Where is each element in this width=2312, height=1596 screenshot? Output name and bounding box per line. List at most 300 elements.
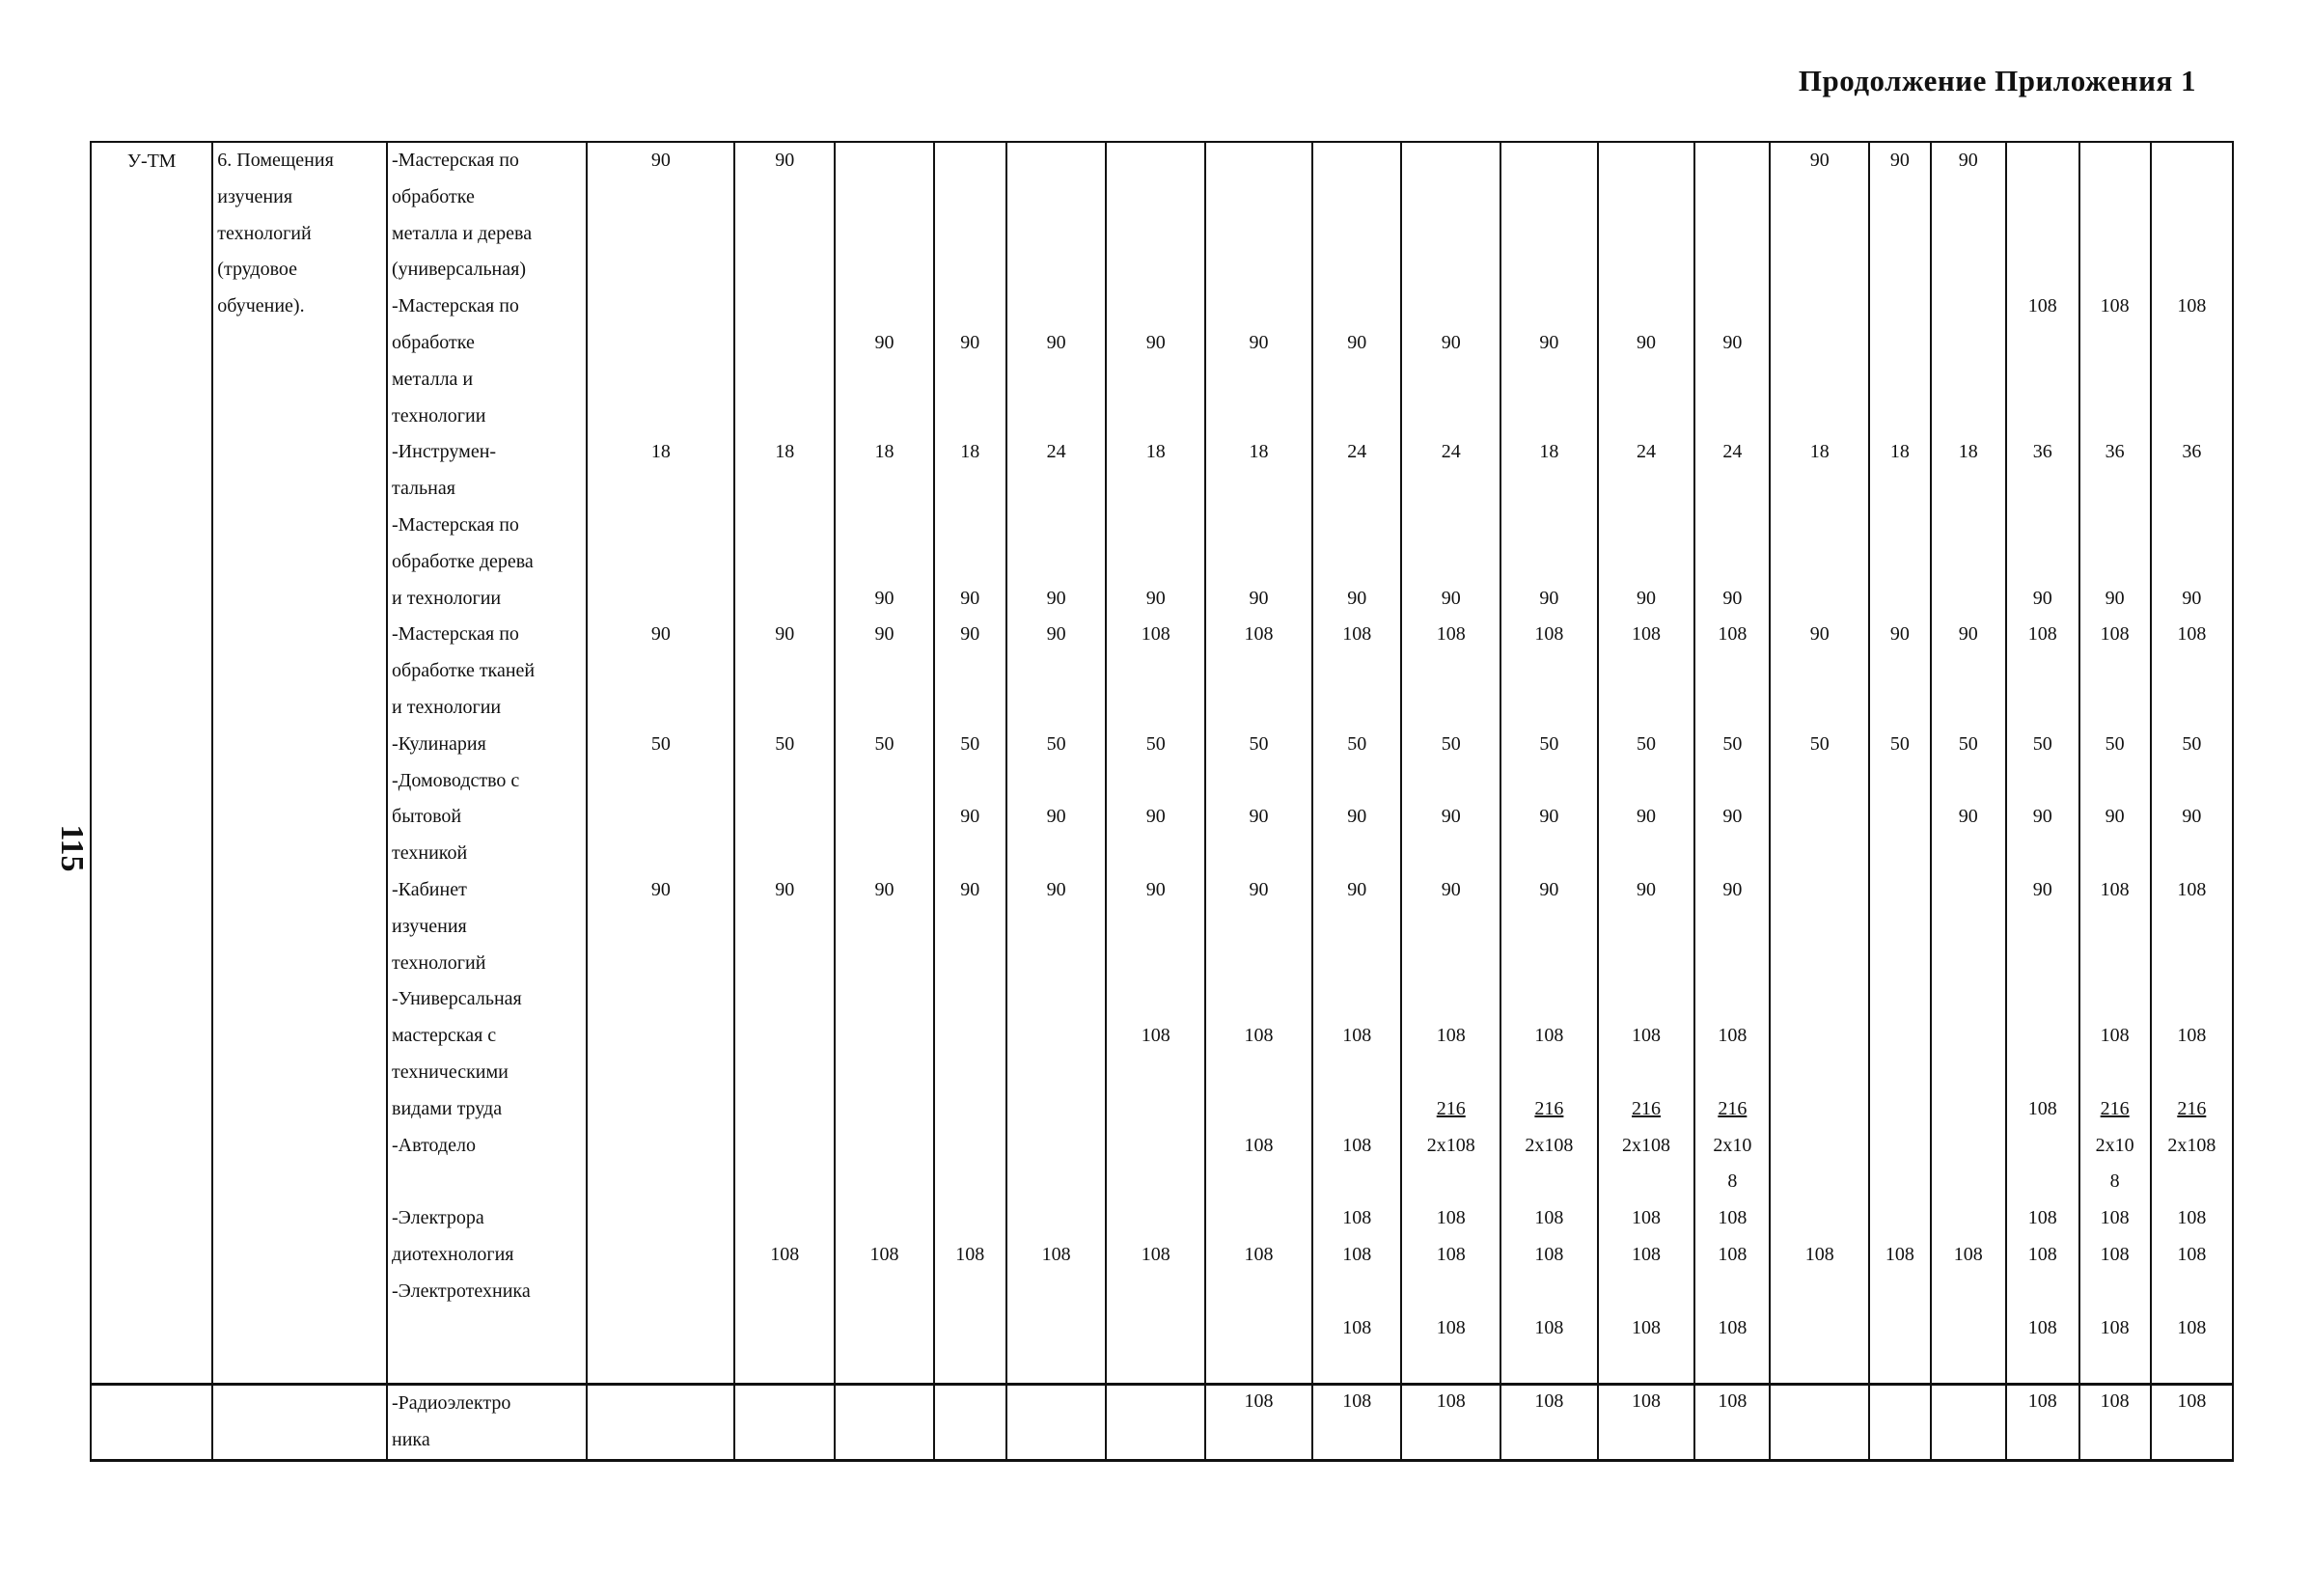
- value-cell: 108: [2151, 1385, 2233, 1461]
- value-line: 50: [1958, 732, 1978, 755]
- value-line: [839, 1128, 929, 1165]
- value-line: [2156, 946, 2228, 982]
- value-line: [1775, 799, 1864, 836]
- value-line: [2084, 981, 2146, 1018]
- value-cell: [1931, 1385, 2006, 1461]
- value-line: 108: [1804, 1243, 1834, 1265]
- value-line: [939, 399, 1002, 435]
- value-line: [1111, 981, 1200, 1018]
- description-line: [392, 1310, 582, 1347]
- value-line: [739, 946, 830, 982]
- value-line: [1603, 690, 1691, 727]
- value-line: [1505, 909, 1593, 946]
- value-cell: [1500, 142, 1598, 1385]
- value-line: 108: [1632, 1207, 1662, 1229]
- value-line: 50: [1809, 732, 1830, 755]
- value-line: 8: [1727, 1170, 1738, 1193]
- value-line: [1317, 544, 1396, 581]
- value-line: [839, 1346, 929, 1383]
- value-line: [592, 1310, 729, 1347]
- value-line: 90: [1722, 587, 1743, 609]
- value-line: 90: [1539, 331, 1559, 353]
- value-line: [2156, 1164, 2228, 1200]
- value-line: [1210, 946, 1307, 982]
- value-line: [592, 799, 729, 836]
- value-line: 18: [874, 441, 895, 463]
- value-line: 50: [1441, 732, 1461, 755]
- value-line: 108: [1436, 1316, 1466, 1338]
- value-line: [939, 1091, 1002, 1128]
- description-line: технологий: [392, 951, 486, 974]
- value-line: [1775, 399, 1864, 435]
- value-line: [1317, 289, 1396, 325]
- description-line: -Электрора: [392, 1207, 484, 1229]
- value-line: [1317, 763, 1396, 800]
- value-line: 90: [1347, 331, 1367, 353]
- value-line: [1936, 508, 2001, 544]
- value-line: 18: [650, 441, 671, 463]
- value-line: [2156, 981, 2228, 1018]
- table-row: [91, 142, 2233, 1385]
- value-line: [592, 362, 729, 399]
- value-line: [1936, 1346, 2001, 1383]
- value-column: [939, 143, 1002, 1383]
- value-line: [1317, 1091, 1396, 1128]
- value-line: 108: [2100, 1025, 2130, 1047]
- value-line: [1874, 581, 1926, 618]
- value-line: 108: [1342, 1025, 1372, 1047]
- value-line: [1406, 216, 1496, 253]
- value-line: [739, 325, 830, 362]
- value-line: [939, 1018, 1002, 1055]
- value-cell: [1770, 1385, 1869, 1461]
- value-line: [1874, 1274, 1926, 1310]
- value-line: [1775, 508, 1864, 544]
- value-line: [839, 1310, 929, 1347]
- value-line: 24: [1441, 441, 1461, 463]
- value-line: [1699, 981, 1765, 1018]
- value-line: 108: [2177, 1243, 2207, 1265]
- value-line: 24: [1722, 441, 1743, 463]
- value-line: [2011, 216, 2075, 253]
- value-line: 108: [2027, 295, 2057, 317]
- value-line: [1210, 289, 1307, 325]
- value-line: 18: [1145, 441, 1166, 463]
- value-line: [739, 690, 830, 727]
- value-line: 108: [1342, 1134, 1372, 1156]
- value-line: [1603, 763, 1691, 800]
- description-line: -Мастерская по: [392, 623, 519, 646]
- value-line: [1406, 690, 1496, 727]
- value-line: [739, 179, 830, 216]
- value-line: [1775, 252, 1864, 289]
- value-line: 90: [1441, 878, 1461, 900]
- value-column: [1603, 143, 1691, 1383]
- value-line: 108: [2100, 623, 2130, 646]
- value-line: [2084, 836, 2146, 872]
- value-line: [1775, 946, 1864, 982]
- value-line: [1874, 216, 1926, 253]
- value-line: [839, 1200, 929, 1237]
- value-line: [2011, 471, 2075, 508]
- value-line: [2084, 653, 2146, 690]
- value-line: [1775, 1164, 1864, 1200]
- value-line: [1111, 1128, 1200, 1165]
- value-line: [2011, 179, 2075, 216]
- value-line: [2084, 325, 2146, 362]
- value-line: [2011, 508, 2075, 544]
- value-line: [1317, 399, 1396, 435]
- value-line: [1775, 1346, 1864, 1383]
- value-line: [1111, 143, 1200, 179]
- value-line: [1505, 1055, 1593, 1091]
- value-cell: 108: [1205, 1385, 1312, 1461]
- value-line: [1505, 1091, 1593, 1128]
- value-line: [1874, 763, 1926, 800]
- value-line: 50: [1539, 732, 1559, 755]
- value-line: [1775, 471, 1864, 508]
- value-line: [1505, 508, 1593, 544]
- value-line: [1874, 872, 1926, 909]
- description-line: -Кабинет: [392, 878, 467, 900]
- value-line: [939, 981, 1002, 1018]
- value-line: [1603, 946, 1691, 982]
- value-line: [839, 216, 929, 253]
- value-line: [1011, 1274, 1102, 1310]
- value-line: [1317, 1164, 1396, 1200]
- value-cell: [587, 142, 734, 1385]
- value-line: 36: [2032, 441, 2052, 463]
- value-line: [1011, 362, 1102, 399]
- value-line: [1317, 1055, 1396, 1091]
- value-line: [1699, 216, 1765, 253]
- value-line: [1406, 1091, 1496, 1128]
- value-line: 90: [2032, 806, 2052, 828]
- description-line: металла и дерева: [392, 222, 533, 244]
- value-line: [1011, 179, 1102, 216]
- value-line: 50: [1722, 732, 1743, 755]
- value-line: [1406, 981, 1496, 1018]
- value-line: [739, 216, 830, 253]
- value-line: [1111, 763, 1200, 800]
- value-line: [1505, 143, 1593, 179]
- value-line: [2084, 1274, 2146, 1310]
- value-line: [1874, 1091, 1926, 1128]
- value-line: [1936, 471, 2001, 508]
- value-line: [1406, 252, 1496, 289]
- value-line: [1317, 653, 1396, 690]
- value-line: [592, 690, 729, 727]
- value-line: [839, 143, 929, 179]
- value-line: [2011, 763, 2075, 800]
- value-column: [1936, 143, 2001, 1383]
- underlined-value: 216: [1534, 1097, 1564, 1119]
- value-line: [1775, 289, 1864, 325]
- value-column: [2011, 143, 2075, 1383]
- code-cell: У-ТМ: [91, 142, 212, 1385]
- value-line: [1936, 216, 2001, 253]
- value-line: 50: [650, 732, 671, 755]
- value-line: [2011, 362, 2075, 399]
- description-lines: [392, 143, 582, 1346]
- value-line: [1111, 289, 1200, 325]
- value-line: [739, 1091, 830, 1128]
- value-cell: 108: [1401, 1385, 1500, 1461]
- value-line: [739, 1055, 830, 1091]
- value-line: [1406, 143, 1496, 179]
- value-line: [2011, 544, 2075, 581]
- value-line: 108: [770, 1243, 800, 1265]
- value-column: [1210, 143, 1307, 1383]
- value-line: [739, 1346, 830, 1383]
- value-line: [839, 544, 929, 581]
- description-line: видами труда: [392, 1097, 503, 1119]
- description-cell: -Радиоэлектро ника: [387, 1385, 587, 1461]
- description-line: техническими: [392, 1060, 509, 1083]
- value-line: [1936, 581, 2001, 618]
- value-line: [2084, 216, 2146, 253]
- description-line: бытовой: [392, 806, 462, 828]
- value-line: [1874, 289, 1926, 325]
- value-line: [592, 325, 729, 362]
- value-line: [839, 653, 929, 690]
- value-line: [1603, 836, 1691, 872]
- value-line: 108: [1436, 1025, 1466, 1047]
- value-line: [839, 179, 929, 216]
- value-line: [1505, 216, 1593, 253]
- value-line: 90: [1347, 878, 1367, 900]
- value-line: [1317, 1346, 1396, 1383]
- value-line: [592, 399, 729, 435]
- value-line: 108: [1141, 1025, 1170, 1047]
- value-line: [2156, 544, 2228, 581]
- value-line: [2011, 1164, 2075, 1200]
- value-line: [1603, 981, 1691, 1018]
- value-line: [1603, 909, 1691, 946]
- value-line: [1011, 508, 1102, 544]
- page-number: 115: [54, 824, 90, 872]
- value-line: [1874, 799, 1926, 836]
- value-line: 108: [1244, 1134, 1274, 1156]
- value-line: [1936, 909, 2001, 946]
- value-line: [2156, 763, 2228, 800]
- value-cell: [1401, 142, 1500, 1385]
- value-line: 108: [1141, 623, 1170, 646]
- value-line: 90: [650, 150, 671, 171]
- value-line: [739, 763, 830, 800]
- value-column: [1111, 143, 1200, 1383]
- value-line: [1699, 399, 1765, 435]
- value-line: [1210, 471, 1307, 508]
- value-cell: [1598, 142, 1695, 1385]
- value-line: [1699, 179, 1765, 216]
- value-line: 2x10: [1713, 1134, 1752, 1156]
- value-cell: [1006, 142, 1107, 1385]
- value-line: 18: [1889, 441, 1910, 463]
- value-line: [939, 143, 1002, 179]
- description-line: -Мастерская по: [392, 150, 519, 171]
- value-line: [1111, 1164, 1200, 1200]
- value-cell: [835, 1385, 934, 1461]
- value-line: 108: [2027, 1097, 2057, 1119]
- value-line: 50: [1637, 732, 1657, 755]
- value-line: 90: [1958, 623, 1978, 646]
- value-line: 90: [874, 331, 895, 353]
- value-line: 90: [1046, 623, 1066, 646]
- value-line: [2156, 143, 2228, 179]
- value-line: [2011, 653, 2075, 690]
- value-line: [1603, 399, 1691, 435]
- value-line: [939, 946, 1002, 982]
- equipment-table: [90, 141, 2234, 1462]
- value-line: [839, 508, 929, 544]
- value-line: [839, 946, 929, 982]
- value-line: [1505, 1346, 1593, 1383]
- value-line: [939, 216, 1002, 253]
- value-line: 90: [1722, 331, 1743, 353]
- value-line: 90: [2182, 806, 2202, 828]
- value-line: [1775, 981, 1864, 1018]
- value-line: [1210, 1200, 1307, 1237]
- value-cell: 108: [2079, 1385, 2151, 1461]
- value-line: 90: [960, 878, 980, 900]
- equipment-table-sheet: [90, 141, 2234, 1462]
- value-line: [1603, 544, 1691, 581]
- value-line: [592, 836, 729, 872]
- value-line: [1011, 1091, 1102, 1128]
- value-line: [1775, 909, 1864, 946]
- value-line: [1011, 143, 1102, 179]
- value-line: [839, 1091, 929, 1128]
- value-line: [1775, 872, 1864, 909]
- value-cell: [1770, 142, 1869, 1385]
- value-line: [2011, 143, 2075, 179]
- value-line: 90: [1637, 806, 1657, 828]
- value-line: [1210, 143, 1307, 179]
- value-line: [939, 763, 1002, 800]
- value-line: [2156, 1274, 2228, 1310]
- description-line: тальная: [392, 478, 455, 500]
- value-line: [2084, 946, 2146, 982]
- value-line: [739, 909, 830, 946]
- value-line: [1874, 1018, 1926, 1055]
- value-line: [839, 252, 929, 289]
- room-name-cell: 6. Помещения изучения технологий (трудовое обучение).: [212, 142, 387, 1385]
- value-column: [739, 143, 830, 1383]
- value-line: 2x108: [1525, 1134, 1574, 1156]
- value-line: 90: [960, 331, 980, 353]
- value-line: [1406, 653, 1496, 690]
- value-line: [2156, 216, 2228, 253]
- value-line: 90: [2032, 587, 2052, 609]
- value-line: [1406, 946, 1496, 982]
- value-line: [1210, 399, 1307, 435]
- value-line: [1699, 946, 1765, 982]
- value-line: 18: [1249, 441, 1269, 463]
- value-line: [2156, 471, 2228, 508]
- table-row: [91, 1385, 2233, 1461]
- value-line: [592, 1200, 729, 1237]
- value-line: 50: [960, 732, 980, 755]
- value-line: [1011, 653, 1102, 690]
- value-line: [939, 252, 1002, 289]
- value-line: [1775, 216, 1864, 253]
- value-line: [1603, 216, 1691, 253]
- value-line: 90: [2105, 587, 2125, 609]
- value-line: [1699, 544, 1765, 581]
- description-line: -Автодело: [392, 1134, 476, 1156]
- value-line: 24: [1637, 441, 1657, 463]
- description-line: -Мастерская по: [392, 513, 519, 536]
- value-line: 108: [2177, 623, 2207, 646]
- value-line: [1317, 179, 1396, 216]
- value-line: [1775, 653, 1864, 690]
- value-line: [1505, 179, 1593, 216]
- value-line: [839, 471, 929, 508]
- value-line: [1775, 1055, 1864, 1091]
- value-line: [2084, 508, 2146, 544]
- value-cell: [1106, 1385, 1205, 1461]
- value-line: [1011, 1346, 1102, 1383]
- value-line: 108: [1041, 1243, 1071, 1265]
- value-line: [2084, 179, 2146, 216]
- value-line: [1406, 1164, 1496, 1200]
- value-line: [592, 763, 729, 800]
- value-line: 90: [1046, 806, 1066, 828]
- value-line: 108: [2027, 1207, 2057, 1229]
- value-line: [1317, 909, 1396, 946]
- value-line: 108: [1632, 1316, 1662, 1338]
- value-line: [1936, 690, 2001, 727]
- value-cell: 108: [2006, 1385, 2079, 1461]
- value-line: 90: [650, 623, 671, 646]
- value-line: [1936, 1018, 2001, 1055]
- value-column: [1874, 143, 1926, 1383]
- value-line: 90: [960, 623, 980, 646]
- value-cell: [934, 1385, 1006, 1461]
- value-cell: 108: [1312, 1385, 1401, 1461]
- value-line: [1210, 909, 1307, 946]
- value-line: 90: [1722, 878, 1743, 900]
- value-line: [1936, 981, 2001, 1018]
- value-line: 90: [874, 623, 895, 646]
- value-line: [1775, 763, 1864, 800]
- value-line: [1505, 1164, 1593, 1200]
- value-line: [592, 909, 729, 946]
- value-line: [2084, 763, 2146, 800]
- value-line: [939, 544, 1002, 581]
- value-line: 108: [1632, 623, 1662, 646]
- value-line: [1210, 1091, 1307, 1128]
- value-line: [839, 1274, 929, 1310]
- value-line: 90: [2105, 806, 2125, 828]
- value-line: [1210, 690, 1307, 727]
- value-line: [2156, 690, 2228, 727]
- value-line: [1011, 399, 1102, 435]
- value-column: [2156, 143, 2228, 1383]
- value-cell: [734, 142, 835, 1385]
- value-line: 108: [2100, 295, 2130, 317]
- value-line: [1936, 946, 2001, 982]
- value-line: 90: [775, 150, 795, 171]
- value-line: [1936, 399, 2001, 435]
- underlined-value: 216: [1436, 1097, 1466, 1119]
- value-line: 108: [1718, 1207, 1748, 1229]
- description-line: -Домоводство с: [392, 769, 520, 791]
- value-line: 108: [2177, 878, 2207, 900]
- value-line: [939, 1310, 1002, 1347]
- value-line: [839, 763, 929, 800]
